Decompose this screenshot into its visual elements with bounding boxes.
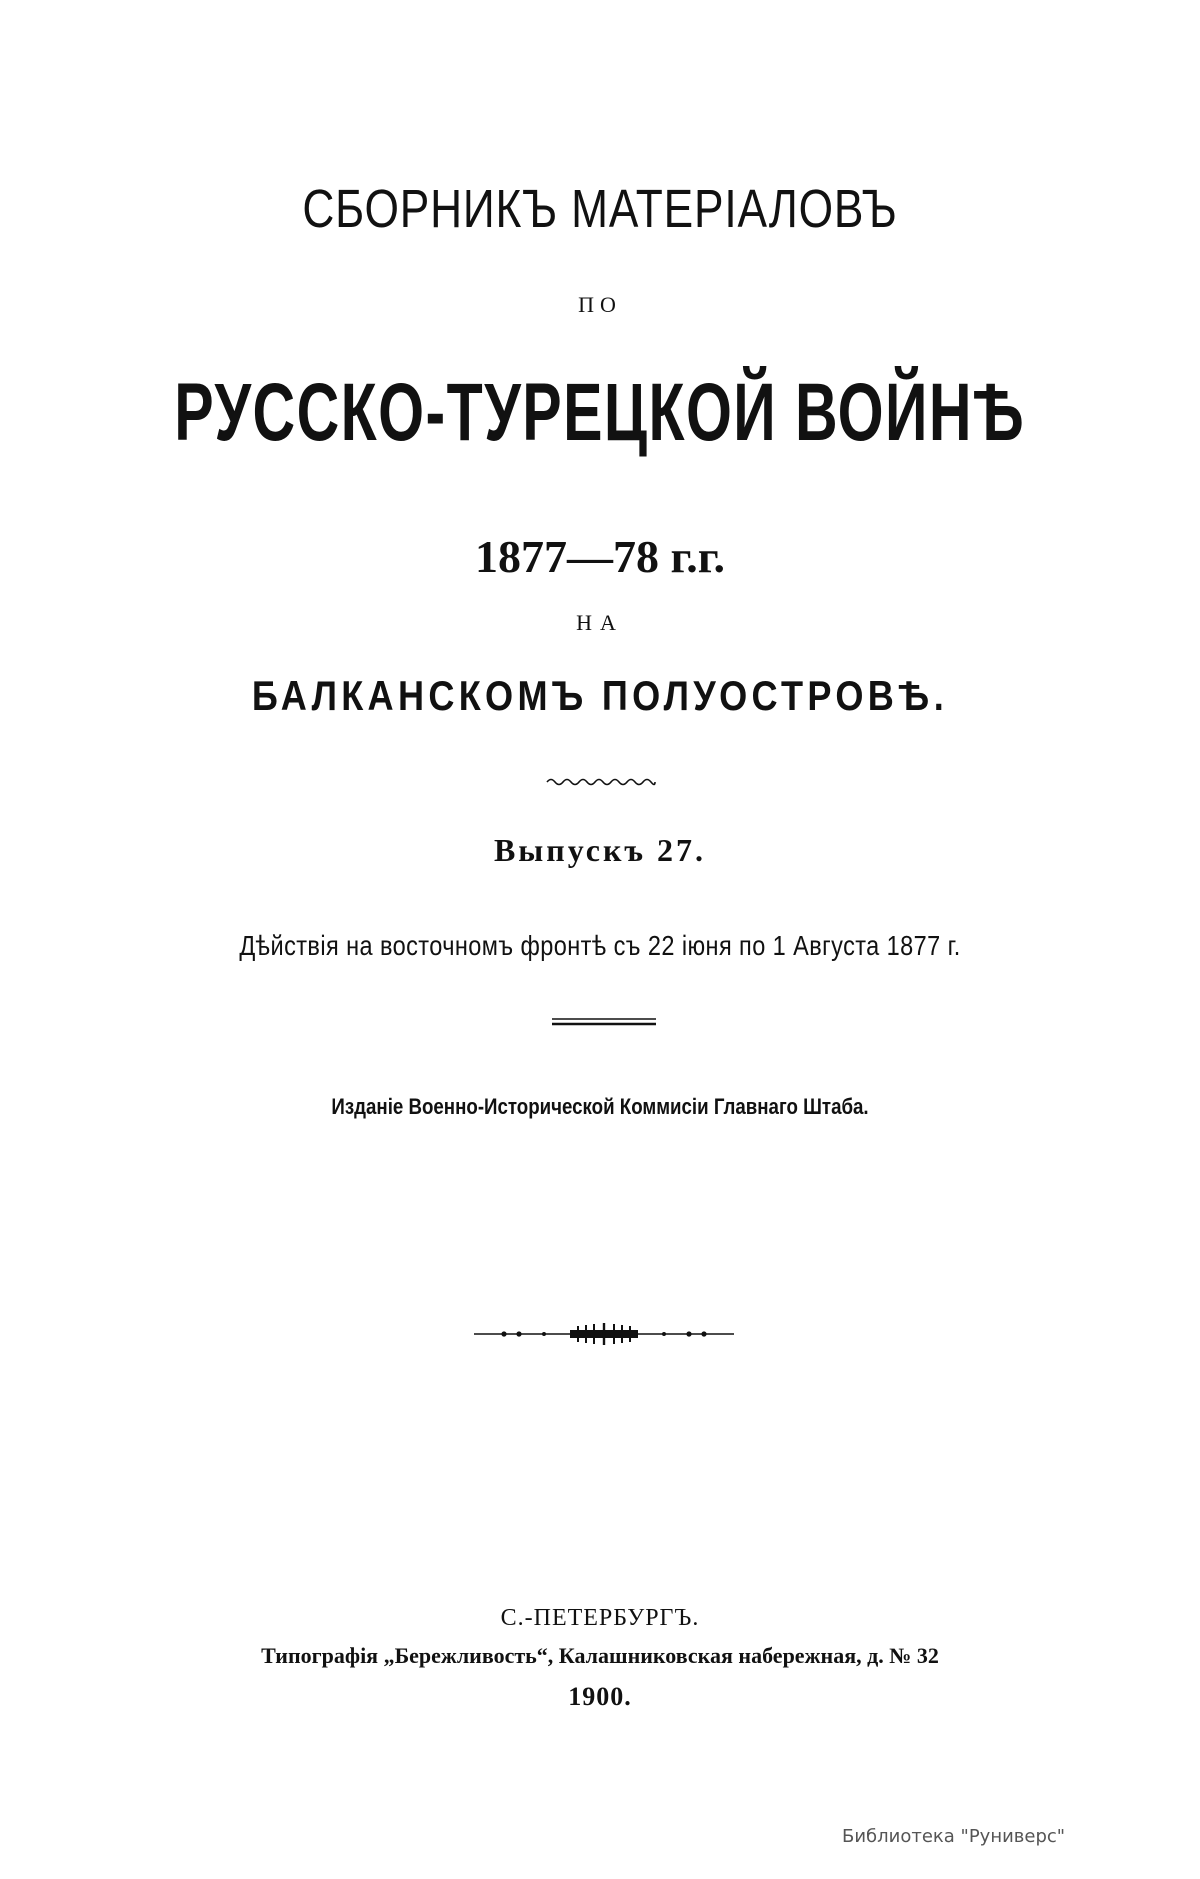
title-line-3: БАЛКАНСКОМЪ ПОЛУОСТРОВѢ. xyxy=(251,672,949,719)
title-connector-po: ПО xyxy=(578,292,622,317)
imprint-city: С.-ПЕТЕРБУРГЪ. xyxy=(500,1605,700,1631)
title-line-1: СБОРНИКЪ МАТЕРІАЛОВЪ xyxy=(302,179,898,239)
imprint-printer: Типографія „Бережливость“, Калашниковская набережная, д. № 32 xyxy=(261,1643,939,1668)
title-years: 1877—78 г.г. xyxy=(475,531,725,582)
issue-number: Выпускъ 27. xyxy=(493,832,707,868)
imprint-year: 1900. xyxy=(568,1682,632,1711)
double-rule-ornament-icon xyxy=(552,1017,656,1027)
library-watermark: Библиотека "Руниверс" xyxy=(842,1826,1066,1847)
title-connector-na: НА xyxy=(576,610,624,635)
publisher-line: Изданіе Военно-Исторической Коммисіи Главнаго Штаба. xyxy=(331,1094,869,1119)
issue-subtitle: Дѣйствія на восточномъ фронтѣ съ 22 іюня по 1 Августа 1877 г. xyxy=(239,930,961,961)
wavy-rule-ornament-icon xyxy=(545,776,657,788)
beaded-rule-ornament-icon xyxy=(474,1322,734,1346)
title-line-2: РУССКО-ТУРЕЦКОЙ ВОЙНѢ xyxy=(174,367,1026,458)
